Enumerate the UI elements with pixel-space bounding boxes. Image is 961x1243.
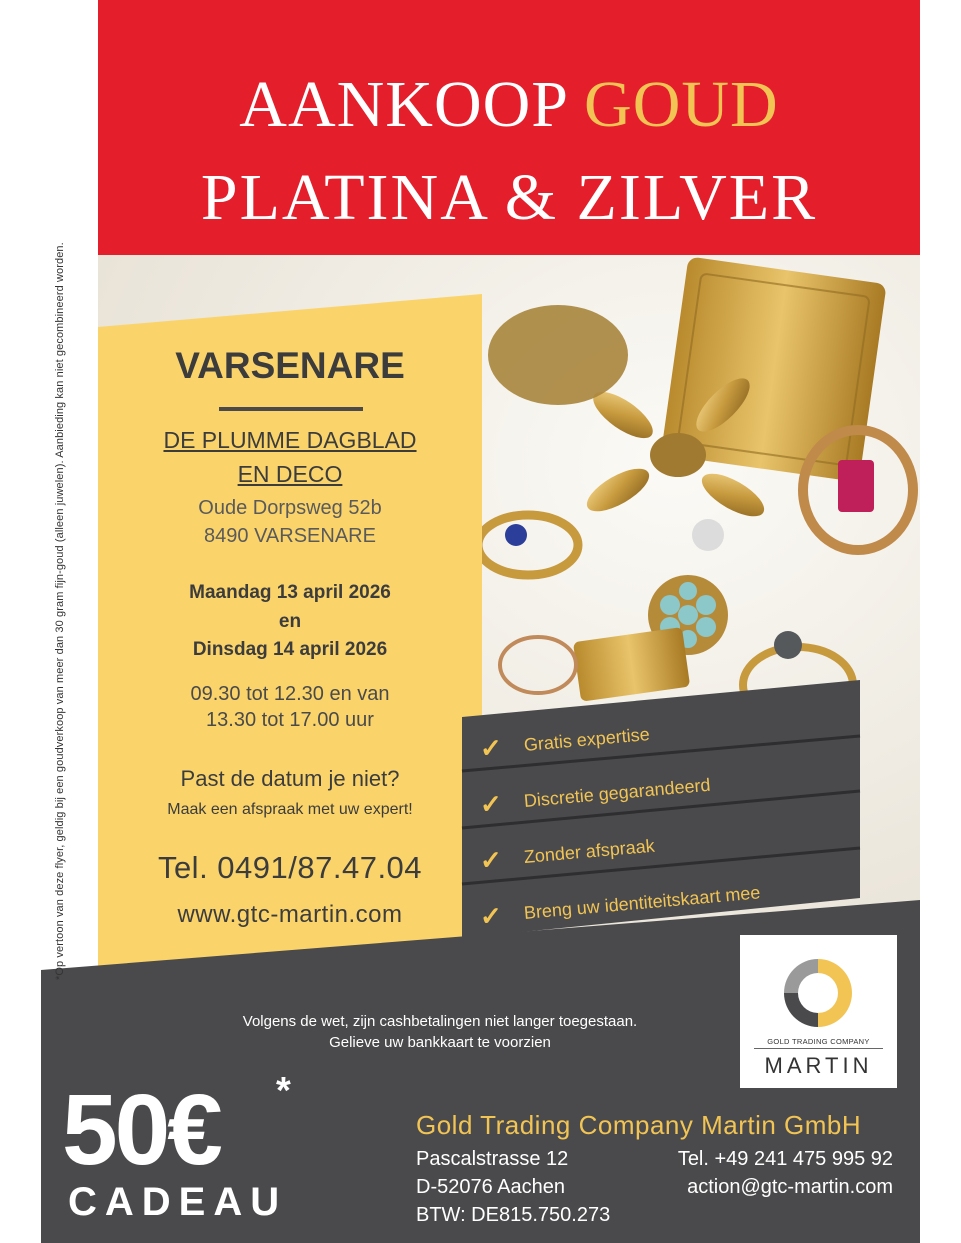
event-date-2: Dinsdag 14 april 2026 <box>192 639 388 660</box>
check-icon: ✓ <box>480 733 502 763</box>
event-city: VARSENARE <box>175 345 405 386</box>
event-website[interactable]: www.gtc-martin.com <box>177 901 403 928</box>
logo-divider <box>754 1048 883 1049</box>
gift-label: CADEAU <box>68 1180 288 1224</box>
appointment-hint: Maak een afspraak met uw expert! <box>167 801 413 818</box>
logo-tagline: GOLD TRADING COMPANY <box>767 1037 870 1046</box>
feature-label: Discretie gegarandeerd <box>523 774 712 811</box>
payment-notice-line1: Volgens de wet, zijn cashbetalingen niet langer toegestaan. <box>242 1013 638 1030</box>
feature-label: Breng uw identiteitskaart mee <box>523 882 762 923</box>
company-logo <box>740 935 897 1088</box>
event-phone: Tel. 0491/87.47.04 <box>157 850 423 885</box>
company-email[interactable]: action@gtc-martin.com <box>687 1176 893 1198</box>
gift-amount: 50€ <box>62 1074 220 1186</box>
company-phone: Tel. +49 241 475 995 92 <box>677 1148 893 1170</box>
gift-footnote-mark: * <box>276 1070 291 1112</box>
opening-hours-line2: 13.30 tot 17.00 uur <box>206 709 374 731</box>
company-vat: BTW: DE815.750.273 <box>416 1204 611 1226</box>
event-date-join: en <box>278 611 302 632</box>
address-street: Oude Dorpsweg 52b <box>198 497 382 519</box>
offer-footnote: *Op vertoon van deze flyer, geldig bij een goudverkoop van meer dan 30 gram fijn-goud (alleen juwelen). Aanbieding kan niet gecombineerd worden. <box>54 242 66 980</box>
venue-name-line2: EN DECO <box>237 461 343 487</box>
company-city: D-52076 Aachen <box>416 1176 566 1198</box>
company-name: Gold Trading Company Martin GmbH <box>416 1110 862 1140</box>
opening-hours-line1: 09.30 tot 12.30 en van <box>190 683 390 705</box>
recycle-arrows-icon <box>778 953 858 1033</box>
address-city: 8490 VARSENARE <box>204 525 376 547</box>
logo-wordmark: MARTIN <box>764 1053 873 1078</box>
event-date-1: Maandag 13 april 2026 <box>189 582 391 603</box>
feature-label: Zonder afspraak <box>523 835 656 867</box>
venue-name-line1: DE PLUMME DAGBLAD <box>163 427 417 453</box>
payment-notice-line2: Gelieve uw bankkaart te voorzien <box>329 1034 551 1051</box>
check-icon: ✓ <box>480 845 502 875</box>
check-icon: ✓ <box>480 901 502 931</box>
headline-word-aankoop: AANKOOP <box>239 68 567 141</box>
company-street: Pascalstrasse 12 <box>416 1148 569 1170</box>
appointment-question: Past de datum je niet? <box>180 766 400 791</box>
check-icon: ✓ <box>480 789 502 819</box>
headline-word-goud: GOUD <box>584 68 779 141</box>
feature-label: Gratis expertise <box>523 724 651 755</box>
headline-line2: PLATINA & ZILVER <box>200 161 818 234</box>
